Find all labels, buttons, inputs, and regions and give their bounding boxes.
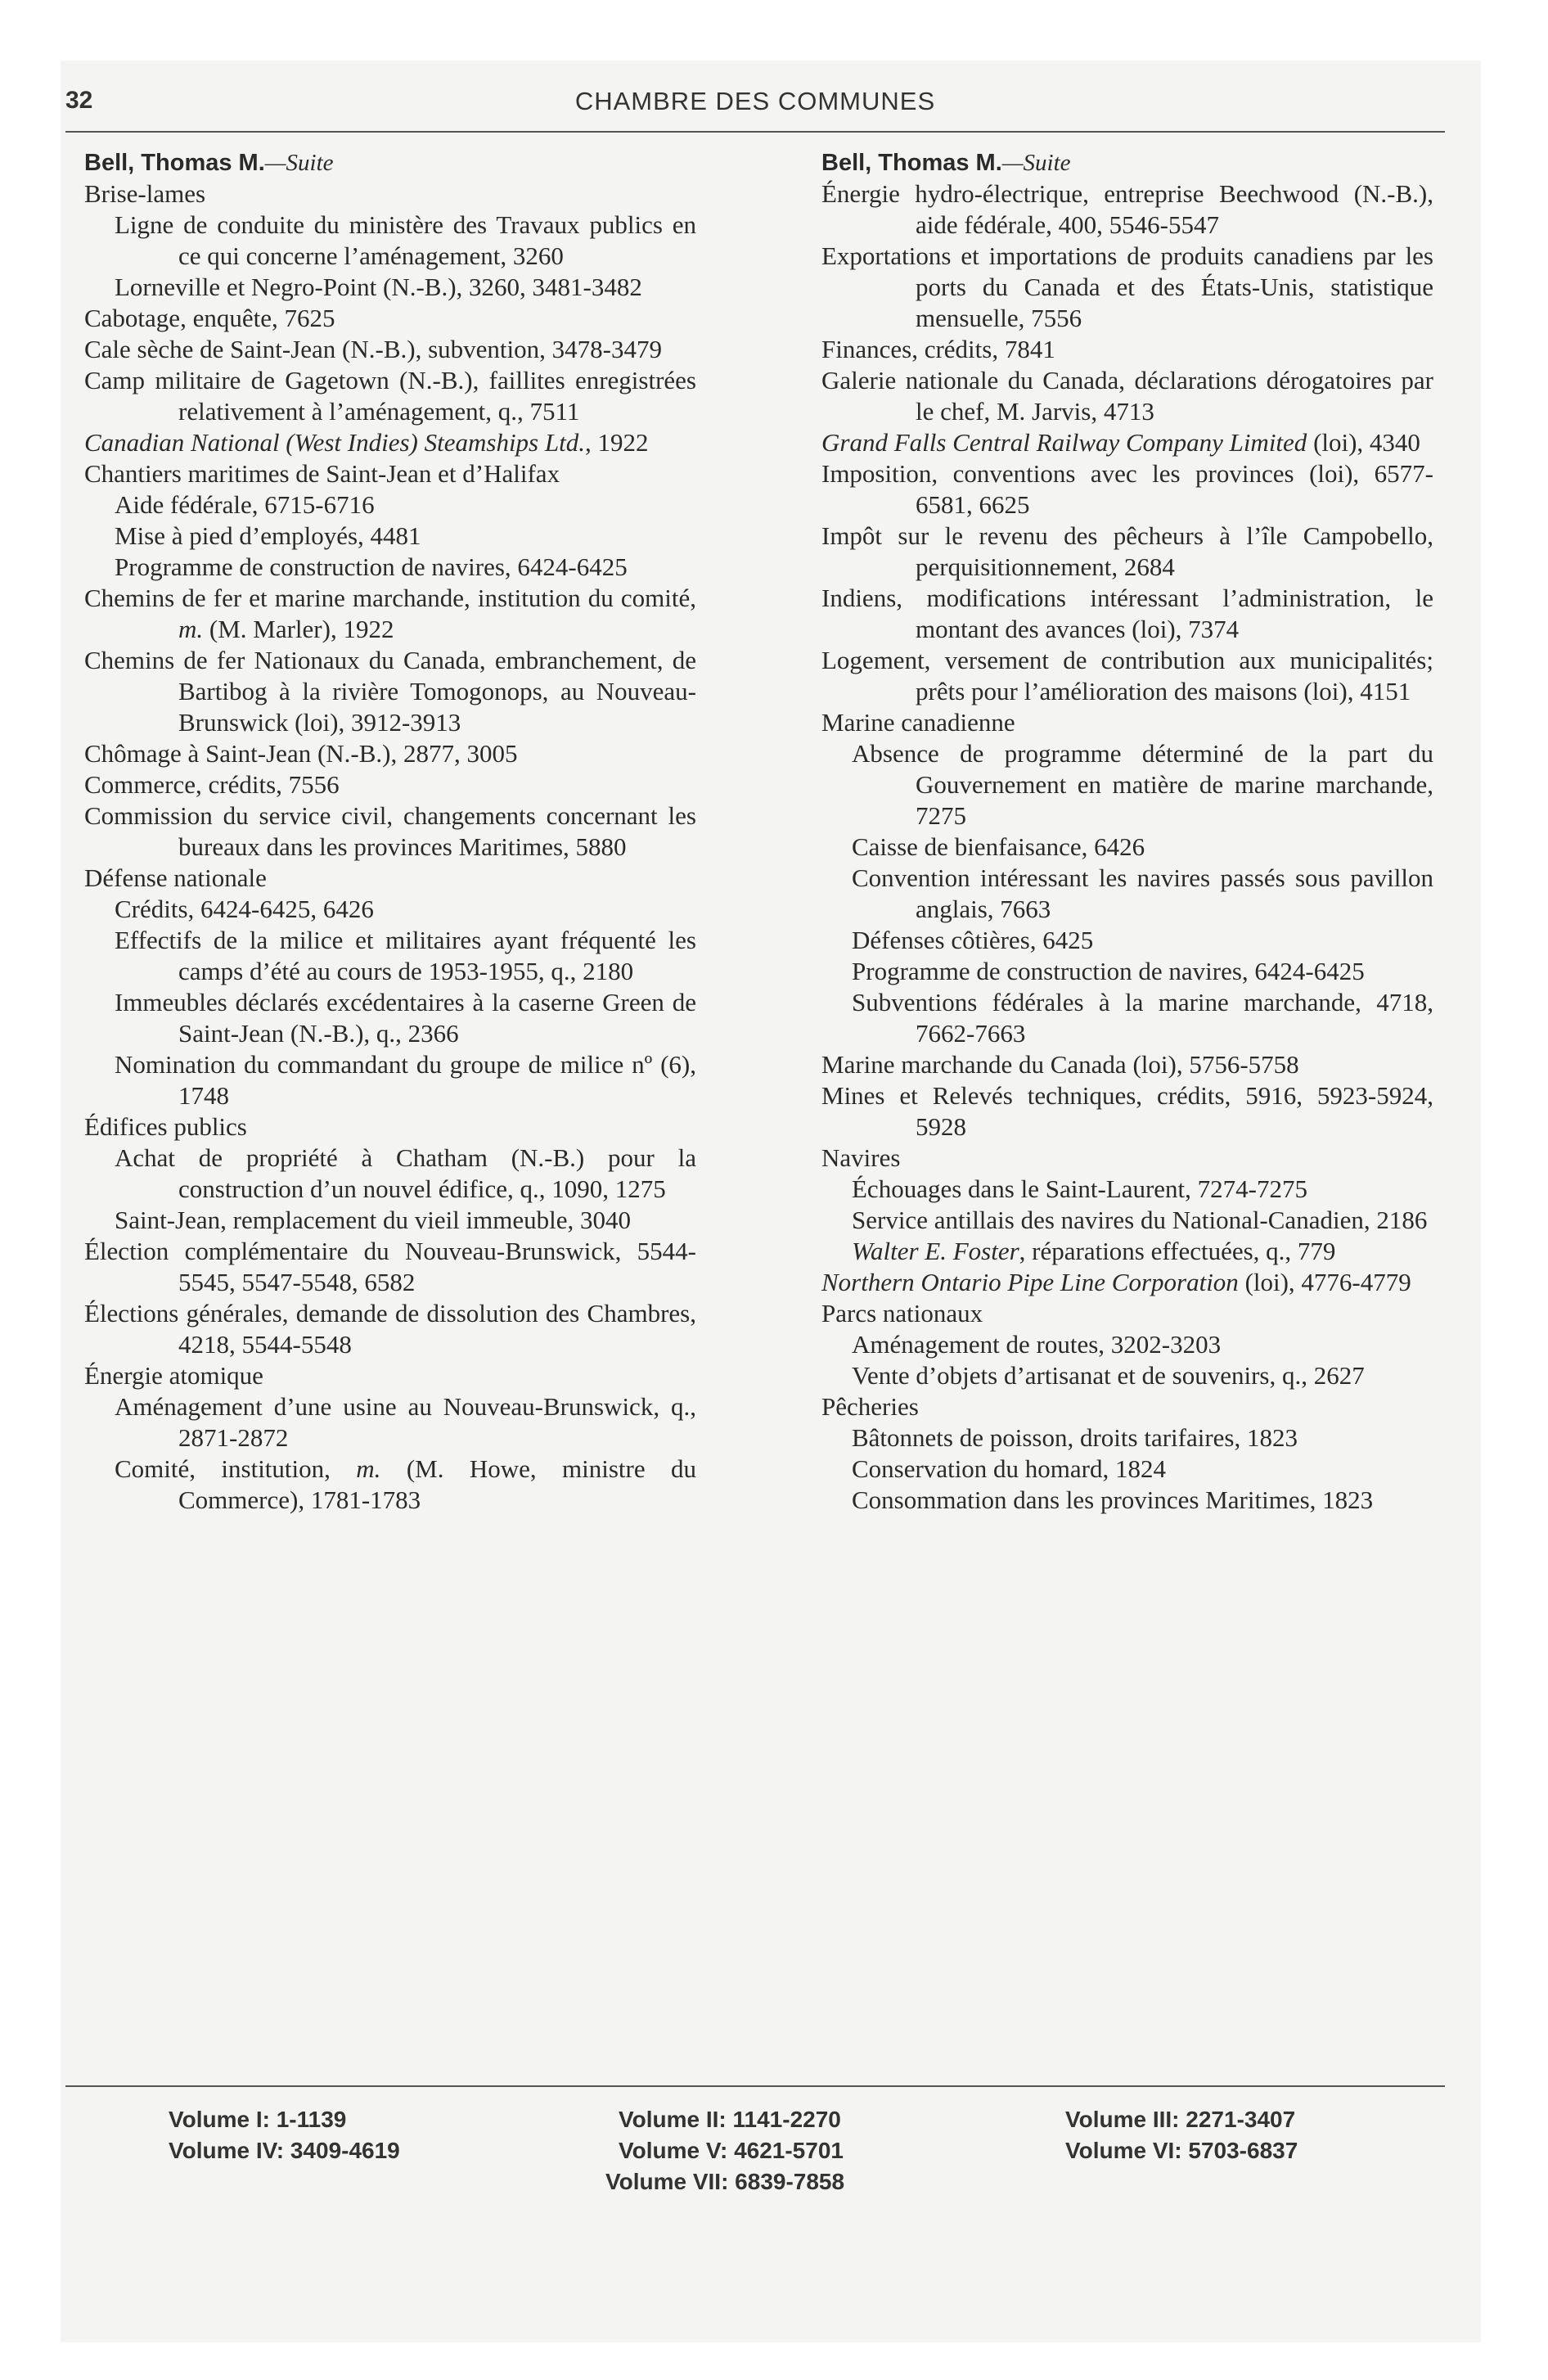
index-subentry: Aménagement d’une usine au Nouveau-Brunswick, q., 2871-2872	[115, 1392, 696, 1452]
index-subentry: Programme de construction de navires, 6424-6425	[852, 957, 1365, 985]
index-entry: Édifices publics	[84, 1112, 247, 1141]
index-subentry: Vente d’objets d’artisanat et de souvenirs, q., 2627	[852, 1361, 1365, 1390]
index-entry: Énergie hydro-électrique, entreprise Beechwood (N.-B.), aide fédérale, 400, 5546-5547	[821, 179, 1433, 239]
index-entry: Élection complémentaire du Nouveau-Brunswick, 5544-5545, 5547-5548, 6582	[84, 1237, 696, 1296]
index-entry: Élections générales, demande de dissolution des Chambres, 4218, 5544-5548	[84, 1299, 696, 1359]
page-number: 32	[65, 87, 93, 114]
index-entry: Brise-lames	[84, 179, 206, 208]
index-subentry: Subventions fédérales à la marine marchande, 4718, 7662-7663	[852, 988, 1433, 1048]
volume-index-footer	[65, 2085, 1445, 2194]
running-title: CHAMBRE DES COMMUNES	[574, 87, 936, 115]
index-entry: Galerie nationale du Canada, déclarations dérogatoires par le chef, M. Jarvis, 4713	[821, 366, 1433, 426]
volume-range: Volume VII: 6839-7858	[605, 2169, 845, 2194]
index-subentry: Aménagement de routes, 3202-3203	[852, 1330, 1222, 1359]
entry-heading: Bell, Thomas M.—Suite	[821, 150, 1071, 176]
index-subentry: Conservation du homard, 1824	[852, 1454, 1167, 1483]
index-subentry: Défenses côtières, 6425	[852, 926, 1094, 954]
volume-range: Volume III: 2271-3407	[1065, 2107, 1296, 2132]
index-entry: Indiens, modifications intéressant l’administration, le montant des avances (loi), 7374	[821, 584, 1433, 643]
index-entry: Imposition, conventions avec les provinces (loi), 6577-6581, 6625	[821, 459, 1433, 519]
index-entry: Chemins de fer Nationaux du Canada, embranchement, de Bartibog à la rivière Tomogonops, au Nouveau-Brunswick (loi), 3912-3913	[84, 646, 696, 737]
index-subentry: Walter E. Foster, réparations effectuées, q., 779	[852, 1237, 1336, 1265]
index-entry: Impôt sur le revenu des pêcheurs à l’île Campobello, perquisitionnement, 2684	[821, 521, 1433, 581]
index-entry: Marine canadienne	[821, 708, 1015, 737]
index-subentry: Programme de construction de navires, 6424-6425	[115, 552, 628, 581]
index-subentry: Absence de programme déterminé de la part du Gouvernement en matière de marine marchande, 7275	[852, 739, 1433, 830]
index-subentry: Nomination du commandant du groupe de milice nº (6), 1748	[115, 1050, 696, 1110]
index-entry: Commission du service civil, changements concernant les bureaux dans les provinces Maritimes, 5880	[84, 801, 696, 861]
index-entry: Canadian National (West Indies) Steamships Ltd., 1922	[84, 428, 649, 457]
index-entry: Northern Ontario Pipe Line Corporation (loi), 4776-4779	[821, 1268, 1411, 1296]
index-subentry: Consommation dans les provinces Maritimes, 1823	[852, 1485, 1374, 1514]
index-entry: Logement, versement de contribution aux municipalités; prêts pour l’amélioration des maisons (loi), 4151	[821, 646, 1433, 705]
index-entry: Chômage à Saint-Jean (N.-B.), 2877, 3005	[84, 739, 518, 768]
index-entry: Finances, crédits, 7841	[821, 335, 1055, 363]
index-entry: Grand Falls Central Railway Company Limited (loi), 4340	[821, 428, 1420, 457]
index-subentry: Ligne de conduite du ministère des Travaux publics en ce qui concerne l’aménagement, 3260	[115, 210, 696, 270]
index-subentry: Bâtonnets de poisson, droits tarifaires, 1823	[852, 1423, 1298, 1452]
index-entry: Cabotage, enquête, 7625	[84, 304, 335, 332]
index-entry: Défense nationale	[84, 863, 267, 892]
index-entry: Camp militaire de Gagetown (N.-B.), faillites enregistrées relativement à l’aménagement, q., 7511	[84, 366, 696, 426]
index-entry: Chemins de fer et marine marchande, institution du comité, m. (M. Marler), 1922	[84, 584, 696, 643]
index-column-right	[821, 147, 1433, 1516]
index-subentry: Comité, institution, m. (M. Howe, ministre du Commerce), 1781-1783	[115, 1454, 696, 1514]
index-subentry: Convention intéressant les navires passés sous pavillon anglais, 7663	[852, 863, 1433, 923]
index-subentry: Lorneville et Negro-Point (N.-B.), 3260, 3481-3482	[115, 273, 642, 301]
page-header	[65, 82, 1445, 133]
index-column-left	[84, 147, 696, 1516]
index-subentry: Immeubles déclarés excédentaires à la caserne Green de Saint-Jean (N.-B.), q., 2366	[115, 988, 696, 1048]
index-subentry: Caisse de bienfaisance, 6426	[852, 832, 1145, 861]
index-entry: Énergie atomique	[84, 1361, 263, 1390]
volume-range: Volume I: 1-1139	[169, 2107, 347, 2132]
index-subentry: Échouages dans le Saint-Laurent, 7274-7275	[852, 1174, 1307, 1203]
index-entry: Pêcheries	[821, 1392, 919, 1421]
volume-range: Volume V: 4621-5701	[619, 2138, 844, 2163]
volume-range: Volume VI: 5703-6837	[1065, 2138, 1298, 2163]
index-entry: Commerce, crédits, 7556	[84, 770, 340, 799]
index-subentry: Aide fédérale, 6715-6716	[115, 490, 375, 519]
volume-range: Volume IV: 3409-4619	[169, 2138, 400, 2163]
index-entry: Cale sèche de Saint-Jean (N.-B.), subvention, 3478-3479	[84, 335, 662, 363]
index-subentry: Effectifs de la milice et militaires ayant fréquenté les camps d’été au cours de 1953-1955, q., 2180	[115, 926, 696, 985]
index-entry: Marine marchande du Canada (loi), 5756-5758	[821, 1050, 1299, 1079]
index-subentry: Achat de propriété à Chatham (N.-B.) pour la construction d’un nouvel édifice, q., 1090, 1275	[115, 1143, 696, 1203]
index-subentry: Mise à pied d’employés, 4481	[115, 521, 421, 550]
index-subentry: Saint-Jean, remplacement du vieil immeuble, 3040	[115, 1206, 632, 1234]
index-entry: Exportations et importations de produits canadiens par les ports du Canada et des États-Unis, statistique mensuelle, 7556	[821, 241, 1433, 332]
index-subentry: Service antillais des navires du National-Canadien, 2186	[852, 1206, 1428, 1234]
index-entry: Chantiers maritimes de Saint-Jean et d’Halifax	[84, 459, 560, 488]
index-entry: Mines et Relevés techniques, crédits, 5916, 5923-5924, 5928	[821, 1081, 1433, 1141]
index-entry: Parcs nationaux	[821, 1299, 983, 1327]
volume-range: Volume II: 1141-2270	[619, 2107, 841, 2132]
index-subentry: Crédits, 6424-6425, 6426	[115, 895, 374, 923]
index-entry: Navires	[821, 1143, 901, 1172]
entry-heading: Bell, Thomas M.—Suite	[84, 150, 334, 176]
